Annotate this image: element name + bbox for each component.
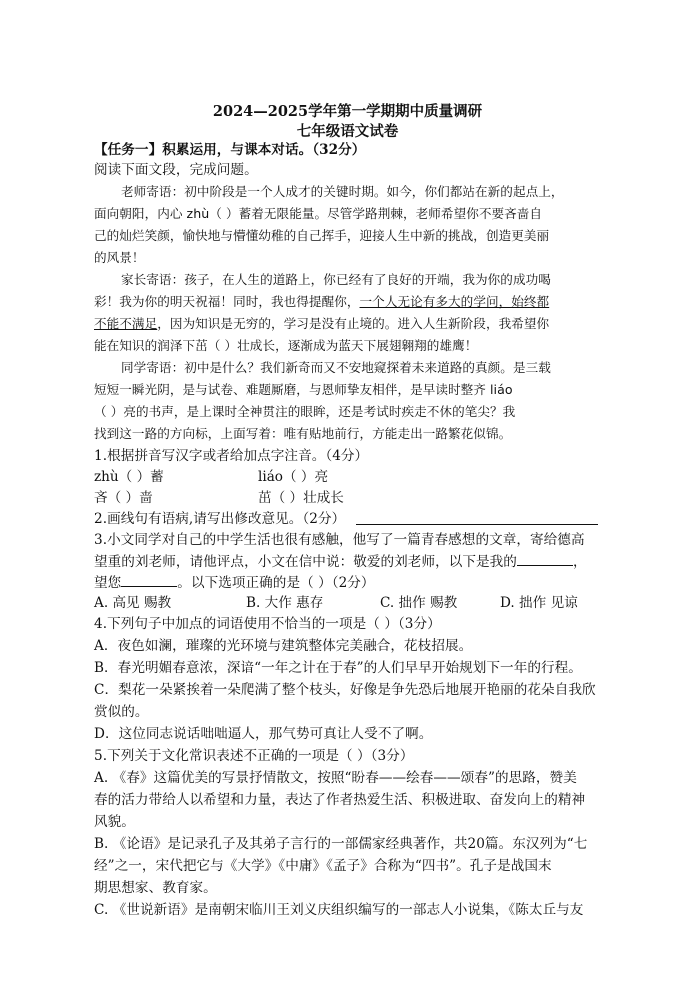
passage-teacher-line: 己的灿烂笑颜，愉快地与懵懂幼稚的自己挥手，迎接人生中新的挑战，创造更美丽 (94, 228, 550, 243)
question-4-stem: 4.下列句子中加点的词语使用不恰当的一项是（ ）（3分） (94, 616, 441, 632)
parent-text: ，因为知识是无穷的，学习是没有止境的。进入人生新阶段，我希望你 (157, 316, 550, 331)
passage-teacher-line: 面向朝阳，内心 zhù（ ）蓄着无限能量。尽管学路荆棘，老师希望你不要吝啬自 (94, 206, 543, 221)
option-a[interactable]: A．夜色如澜，璀璨的光环境与建筑整体完美融合，花枝招展。 (94, 638, 473, 654)
passage-parent-line (94, 314, 549, 334)
exam-title: 2024—2025学年第一学期期中质量调研 (212, 103, 483, 120)
option-b-cont: 期思想家、教育家。 (94, 880, 217, 896)
question-3-line (94, 572, 375, 593)
question-2-text: 2.画线句有语病,请写出修改意见。（2分） (94, 511, 346, 527)
question-3-text: 望重的刘老师，请他评点，小文在信中说：敬爱的刘老师，以下是我的 (94, 554, 517, 570)
question-2-stem (94, 509, 345, 529)
question-3-blank-2[interactable] (121, 572, 177, 587)
exam-subtitle: 七年级语文试卷 (296, 123, 399, 140)
option-b[interactable]: B. 大作 惠存 (246, 595, 324, 611)
question-5-stem: 5.下列关于文化常识表述不正确的一项是（ ）（3分） (94, 748, 414, 764)
passage-classmate-line: （ ）亮的书声，是上课时全神贯注的眼眸，还是考试时疾走不休的笔尖？我 (94, 404, 516, 419)
underlined-sentence: 不能不满足 (94, 316, 158, 331)
question-3-line (94, 551, 587, 572)
question-3-text: 。以下选项正确的是（ ）（2分） (177, 575, 375, 591)
pinyin-blank[interactable]: liáo（ ）亮 (258, 469, 329, 485)
passage-teacher-line: 老师寄语：初中阶段是一个人成才的关键时期。如今，你们都站在新的起点上， (121, 184, 564, 199)
passage-parent-line: 家长寄语：孩子，在人生的道路上，你已经有了良好的开端，我为你的成功喝 (121, 272, 551, 287)
question-2-answer-line[interactable] (356, 510, 598, 525)
pinyin-blank[interactable]: 茁（ ）壮成长 (258, 490, 344, 506)
pinyin-blank[interactable]: zhù（ ）蓄 (94, 469, 164, 485)
option-c[interactable]: C. 《世说新语》是南朝宋临川王刘义庆组织编写的一部志人小说集，《陈太丘与友 (94, 902, 584, 918)
passage-classmate-line: 短短一瞬光阴，是与试卷、难题厮磨，与恩师挚友相伴，是早读时整齐 liáo (94, 382, 513, 397)
passage-classmate-line: 找到这一路的方向标，上面写着：唯有贴地前行，方能走出一路繁花似锦。 (94, 426, 512, 441)
passage-classmate-line: 同学寄语：初中是什么？我们新奇而又不安地窥探着未来道路的真颜。是三载 (121, 360, 551, 375)
option-c[interactable]: C．梨花一朵紧挨着一朵爬满了整个枝头，好像是争先恐后地展开艳丽的花朵自我欣 (94, 682, 596, 698)
option-b-cont: 经”之一，宋代把它与《大学》《中庸》《孟子》合称为“四书”。孔子是战国末 (94, 858, 552, 874)
passage-parent-line: 能在知识的润泽下茁（ ）壮成长，逐渐成为蓝天下展翅翱翔的雄鹰！ (94, 338, 478, 353)
question-3-line: 3.小文同学对自己的中学生活也很有感触，他写了一篇青春感想的文章，寄给德高 (94, 532, 585, 548)
option-a[interactable]: A. 高见 赐教 (94, 595, 172, 611)
task1-intro: 阅读下面文段，完成问题。 (94, 162, 258, 178)
option-a[interactable]: A. 《春》这篇优美的写景抒情散文，按照“盼春——绘春——颂春”的思路，赞美 (94, 770, 577, 786)
option-b[interactable]: B．春光明媚春意浓，深谙“一年之计在于春”的人们早早开始规划下一年的行程。 (94, 660, 582, 676)
option-b[interactable]: B. 《论语》是记录孔子及其弟子言行的一部儒家经典著作，共20篇。东汉列为“七 (94, 836, 588, 852)
option-d[interactable]: D. 拙作 见谅 (500, 595, 578, 611)
option-c[interactable]: C. 拙作 赐教 (380, 595, 458, 611)
question-3-blank-1[interactable] (517, 551, 573, 566)
question-1-stem: 1.根据拼音写汉字或者给加点字注音。（4分） (94, 448, 369, 464)
passage-parent-line (94, 292, 549, 312)
question-3-text: ， (572, 554, 587, 570)
task1-heading: 【任务一】积累运用，与课本对话。（32分） (94, 142, 366, 158)
parent-text: 彩！我为你的明天祝福！同时，我也得提醒你， (94, 294, 360, 309)
option-c-cont: 赏似的。 (94, 704, 149, 720)
passage-teacher-line: 的风景！ (94, 250, 145, 265)
underlined-sentence: 一个人无论有多大的学问，始终都 (359, 294, 550, 309)
option-a-cont: 风貌。 (94, 814, 135, 830)
option-a-cont: 春的活力带给人以希望和力量，表达了作者热爱生活、积极进取、奋发向上的精神 (94, 792, 586, 808)
pinyin-blank[interactable]: 吝（ ）啬 (94, 490, 153, 506)
option-d[interactable]: D．这位同志说话咄咄逼人，那气势可真让人受不了啊。 (94, 726, 433, 742)
question-3-text: 望您 (94, 575, 122, 591)
